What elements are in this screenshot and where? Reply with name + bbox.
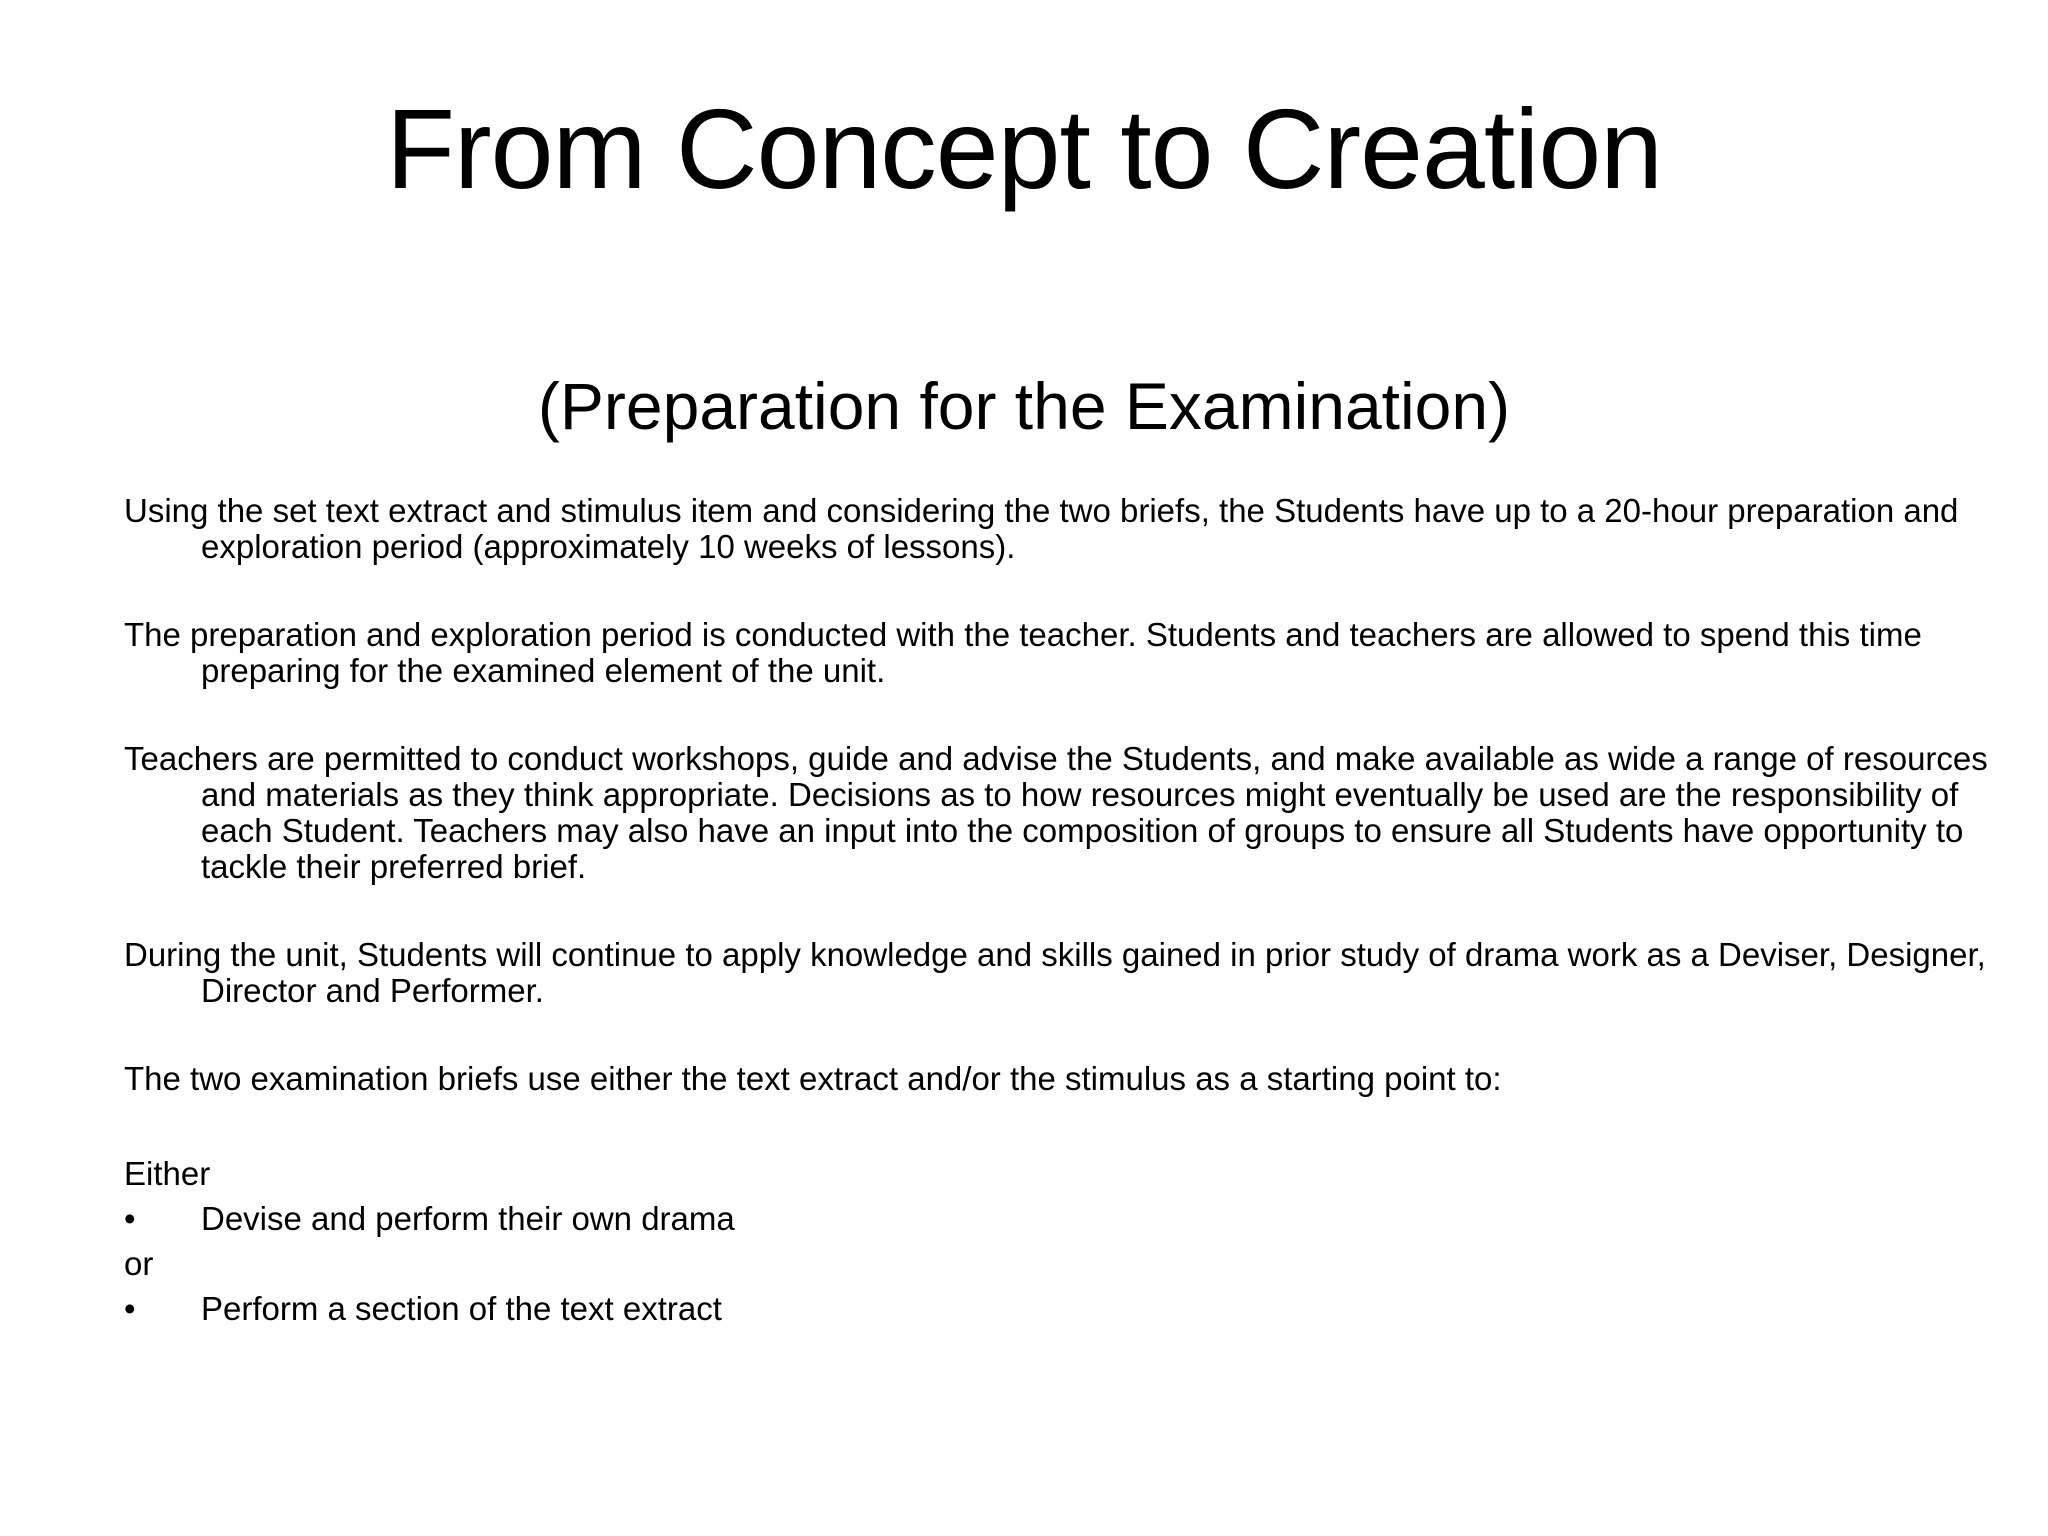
slide-subtitle: (Preparation for the Examination) [537,369,1511,443]
or-label: or [124,1245,154,1282]
bullet-text: Devise and perform their own drama [201,1200,735,1237]
paragraph-during-unit: During the unit, Students will continue to apply knowledge and skills gained in prior study of drama work as a Deviser, Designer, Director and Performer. [124,936,1986,1009]
bullet-item-devise [124,1196,2004,1241]
bullet-icon: • [124,1290,136,1327]
bullet-item-perform [124,1286,2004,1331]
paragraph-preparation-period: Using the set text extract and stimulus item and considering the two briefs, the Students have up to a 20-hour preparation and exploration period (approximately 10 weeks of lessons). [124,492,1959,565]
paragraph-teacher-permissions: Teachers are permitted to conduct workshops, guide and advise the Students, and make available as wide a range of resources and materials as they think appropriate. Decisions as to how resources might eventually be used are the responsibility of each Student. Teachers may also have an input into the composition of groups to ensure all Students have opportunity to tackle their preferred brief. [124,740,1988,885]
paragraph-teacher-conducted: The preparation and exploration period is conducted with the teacher. Students and teachers are allowed to spend this time preparing for the examined element of the unit. [124,616,1922,689]
slide-body [124,493,2004,1331]
slide-title: From Concept to Creation [385,86,1663,212]
bullet-text: Perform a section of the text extract [201,1290,722,1327]
paragraph-examination-briefs: The two examination briefs use either the text extract and/or the stimulus as a starting point to: [124,1060,1502,1097]
bullet-icon: • [124,1200,136,1237]
either-label: Either [124,1155,211,1192]
